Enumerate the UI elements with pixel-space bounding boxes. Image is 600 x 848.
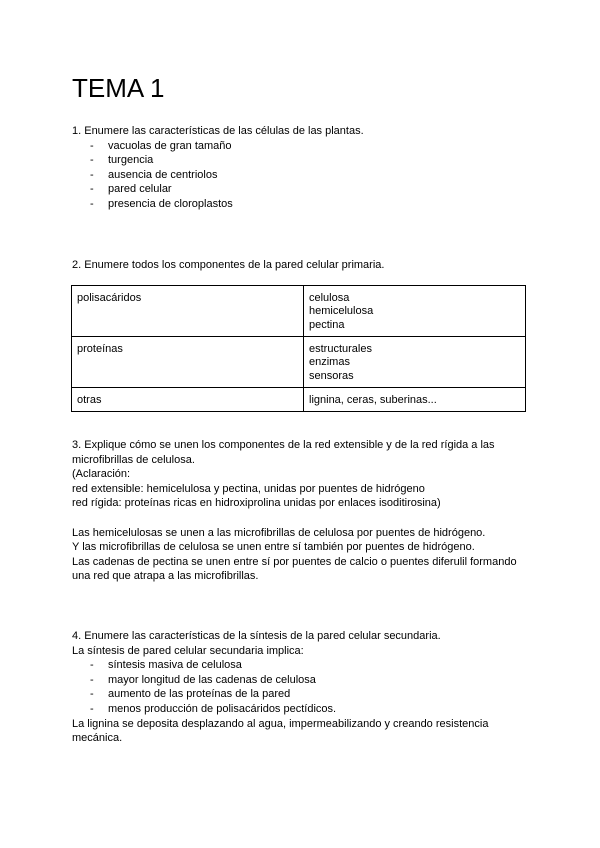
question-3-text-line: microfibrillas de celulosa. bbox=[72, 453, 195, 466]
clarification-line: red rígida: proteínas ricas en hidroxiprolina unidas por enlaces isoditirosina) bbox=[72, 497, 441, 510]
secondary-wall-features-list bbox=[72, 658, 532, 716]
table-cell-category: proteínas bbox=[72, 337, 304, 388]
table-cell-category: otras bbox=[72, 387, 304, 411]
clarification-line: (Aclaración: bbox=[72, 468, 131, 481]
answer-line: una red que atrapa a las microfibrillas. bbox=[72, 570, 259, 583]
answer-line: Las hemicelulosas se unen a las microfibrillas de celulosa por puentes de hidrógeno. bbox=[72, 526, 486, 539]
component-item: enzimas bbox=[309, 356, 350, 369]
question-2-text: 2. Enumere todos los componentes de la pared celular primaria. bbox=[72, 259, 385, 271]
answer-line: Y las microfibrillas de celulosa se unen entre sí también por puentes de hidrógeno. bbox=[72, 541, 475, 554]
component-item: celulosa bbox=[309, 292, 350, 304]
list-item: - síntesis masiva de celulosa bbox=[72, 658, 532, 673]
question-4-intro: La síntesis de pared celular secundaria implica: bbox=[72, 644, 304, 657]
table-row bbox=[72, 286, 526, 337]
list-item: - mayor longitud de las cadenas de celulosa bbox=[72, 673, 532, 688]
component-item: lignina, ceras, suberinas... bbox=[309, 393, 437, 406]
table-cell-components bbox=[304, 387, 526, 411]
list-item: - menos producción de polisacáridos pectídicos. bbox=[72, 702, 532, 717]
question-3 bbox=[72, 438, 532, 584]
page-title: TEMA 1 bbox=[72, 73, 165, 103]
list-item: - presencia de cloroplastos bbox=[72, 197, 532, 212]
list-item: - pared celular bbox=[72, 182, 532, 197]
table-row bbox=[72, 387, 526, 411]
conclusion-line: La lignina se deposita desplazando al agua, impermeabilizando y creando resistencia bbox=[72, 717, 489, 730]
table-row bbox=[72, 337, 526, 388]
component-item: sensoras bbox=[309, 369, 354, 382]
question-1-text: 1. Enumere las características de las células de las plantas. bbox=[72, 125, 364, 137]
component-item: hemicelulosa bbox=[309, 305, 374, 318]
component-item: pectina bbox=[309, 318, 345, 331]
list-item: - ausencia de centriolos bbox=[72, 168, 532, 183]
question-1 bbox=[72, 124, 532, 212]
table-cell-components bbox=[304, 286, 526, 337]
question-2 bbox=[72, 258, 532, 273]
question-3-text-line: 3. Explique cómo se unen los componentes de la red extensible y de la red rígida a las bbox=[72, 439, 495, 451]
conclusion-line: mecánica. bbox=[72, 732, 123, 745]
plant-cell-features-list bbox=[72, 139, 532, 212]
table-cell-category: polisacáridos bbox=[72, 286, 304, 337]
question-4-text: 4. Enumere las características de la síntesis de la pared celular secundaria. bbox=[72, 630, 441, 642]
list-item: - aumento de las proteínas de la pared bbox=[72, 687, 532, 702]
cell-wall-components-table bbox=[71, 285, 526, 412]
list-item: - turgencia bbox=[72, 153, 532, 168]
component-item: estructurales bbox=[309, 343, 372, 355]
list-item: - vacuolas de gran tamaño bbox=[72, 139, 532, 154]
clarification-line: red extensible: hemicelulosa y pectina, unidas por puentes de hidrógeno bbox=[72, 482, 425, 495]
question-4 bbox=[72, 629, 532, 746]
answer-line: Las cadenas de pectina se unen entre sí por puentes de calcio o puentes diferulil formando bbox=[72, 555, 517, 568]
table-cell-components bbox=[304, 337, 526, 388]
